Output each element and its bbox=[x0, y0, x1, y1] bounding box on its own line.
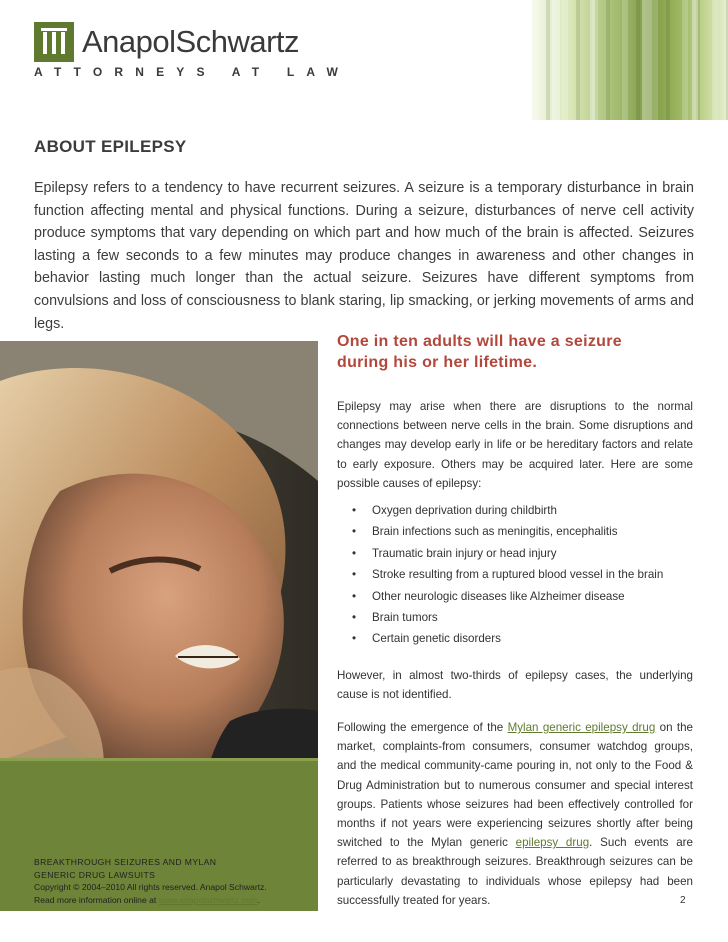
list-item: • Certain genetic disorders bbox=[352, 632, 501, 646]
causes-list bbox=[350, 500, 710, 650]
pull-quote: One in ten adults will have a seizure during his or her lifetime. bbox=[337, 333, 622, 371]
pillars-logo-icon bbox=[34, 22, 74, 62]
list-item: • Brain infections such as meningitis, encephalitis bbox=[352, 525, 618, 539]
list-item: • Other neurologic diseases like Alzheimer disease bbox=[352, 589, 625, 603]
footer-title-line1: BREAKTHROUGH SEIZURES AND MYLAN bbox=[34, 857, 217, 867]
firm-tagline: ATTORNEYS AT LAW bbox=[34, 65, 351, 79]
page-number: 2 bbox=[680, 895, 686, 906]
intro-paragraph: Epilepsy refers to a tendency to have recurrent seizures. A seizure is a temporary disturbance in brain function affecting mental and physical functions. During a seizure, disturbances of nerve cell activity produce symptoms that vary depending on which part and how much of the brain is affected. Seizures lasting a few seconds to a few minutes may produce changes in awareness and other changes in behavior lasting much longer than the actual seizure. Seizures have different symptoms from convulsions and loss of consciousness to blank staring, lip smacking, or jerking movements of arms and legs. bbox=[34, 180, 694, 332]
website-link[interactable]: www.anapolschwartz.com bbox=[158, 894, 258, 905]
unknown-cause-paragraph: However, in almost two-thirds of epilepsy cases, the underlying cause is not identified. bbox=[337, 669, 693, 702]
epilepsy-drug-link[interactable]: epilepsy drug bbox=[515, 836, 590, 850]
firm-logo bbox=[34, 22, 351, 82]
footer-title-line2: GENERIC DRUG LAWSUITS bbox=[34, 869, 156, 880]
footer-info bbox=[34, 856, 316, 906]
list-item: • Brain tumors bbox=[352, 610, 438, 624]
read-more-text: Read more information online at www.anapolschwartz.com. bbox=[34, 894, 260, 905]
mylan-drug-link[interactable]: Mylan generic epilepsy drug bbox=[507, 721, 656, 734]
firm-name: AnapolSchwartz bbox=[82, 24, 300, 59]
mylan-paragraph: Following the emergence of the Mylan generic epilepsy drug on the market, complaints-from consumers, consumer watchdog groups, and the medical community-came pouring in, not only to the Food & Drug Administration but to numerous consumer and special interest groups. Patients whose seizures had been effectively controlled for months if not years were experiencing seizures shortly after being switched to the Mylan generic epilepsy drug. Such events are referred to as breakthrough seizures. Breakthrough seizures can be particularly devastating to individuals whose epilepsy had been successfully treated for years. bbox=[337, 721, 693, 907]
copyright-text: Copyright © 2004–2010 All rights reserved. Anapol Schwartz. bbox=[34, 882, 267, 893]
list-item: • Stroke resulting from a ruptured blood vessel in the brain bbox=[352, 568, 664, 582]
header-decorative-image bbox=[532, 0, 728, 120]
list-item: • Oxygen deprivation during childbirth bbox=[352, 504, 557, 517]
causes-intro-paragraph: Epilepsy may arise when there are disruptions to the normal connections between nerve cells in the brain. Some disruptions and changes may develop early in life or be hereditary factors and relate to early exposure. Others may be acquired later. Here are some possible causes of epilepsy: bbox=[337, 400, 693, 490]
list-item: • Traumatic brain injury or head injury bbox=[352, 546, 557, 560]
section-title: ABOUT EPILEPSY bbox=[34, 137, 187, 156]
